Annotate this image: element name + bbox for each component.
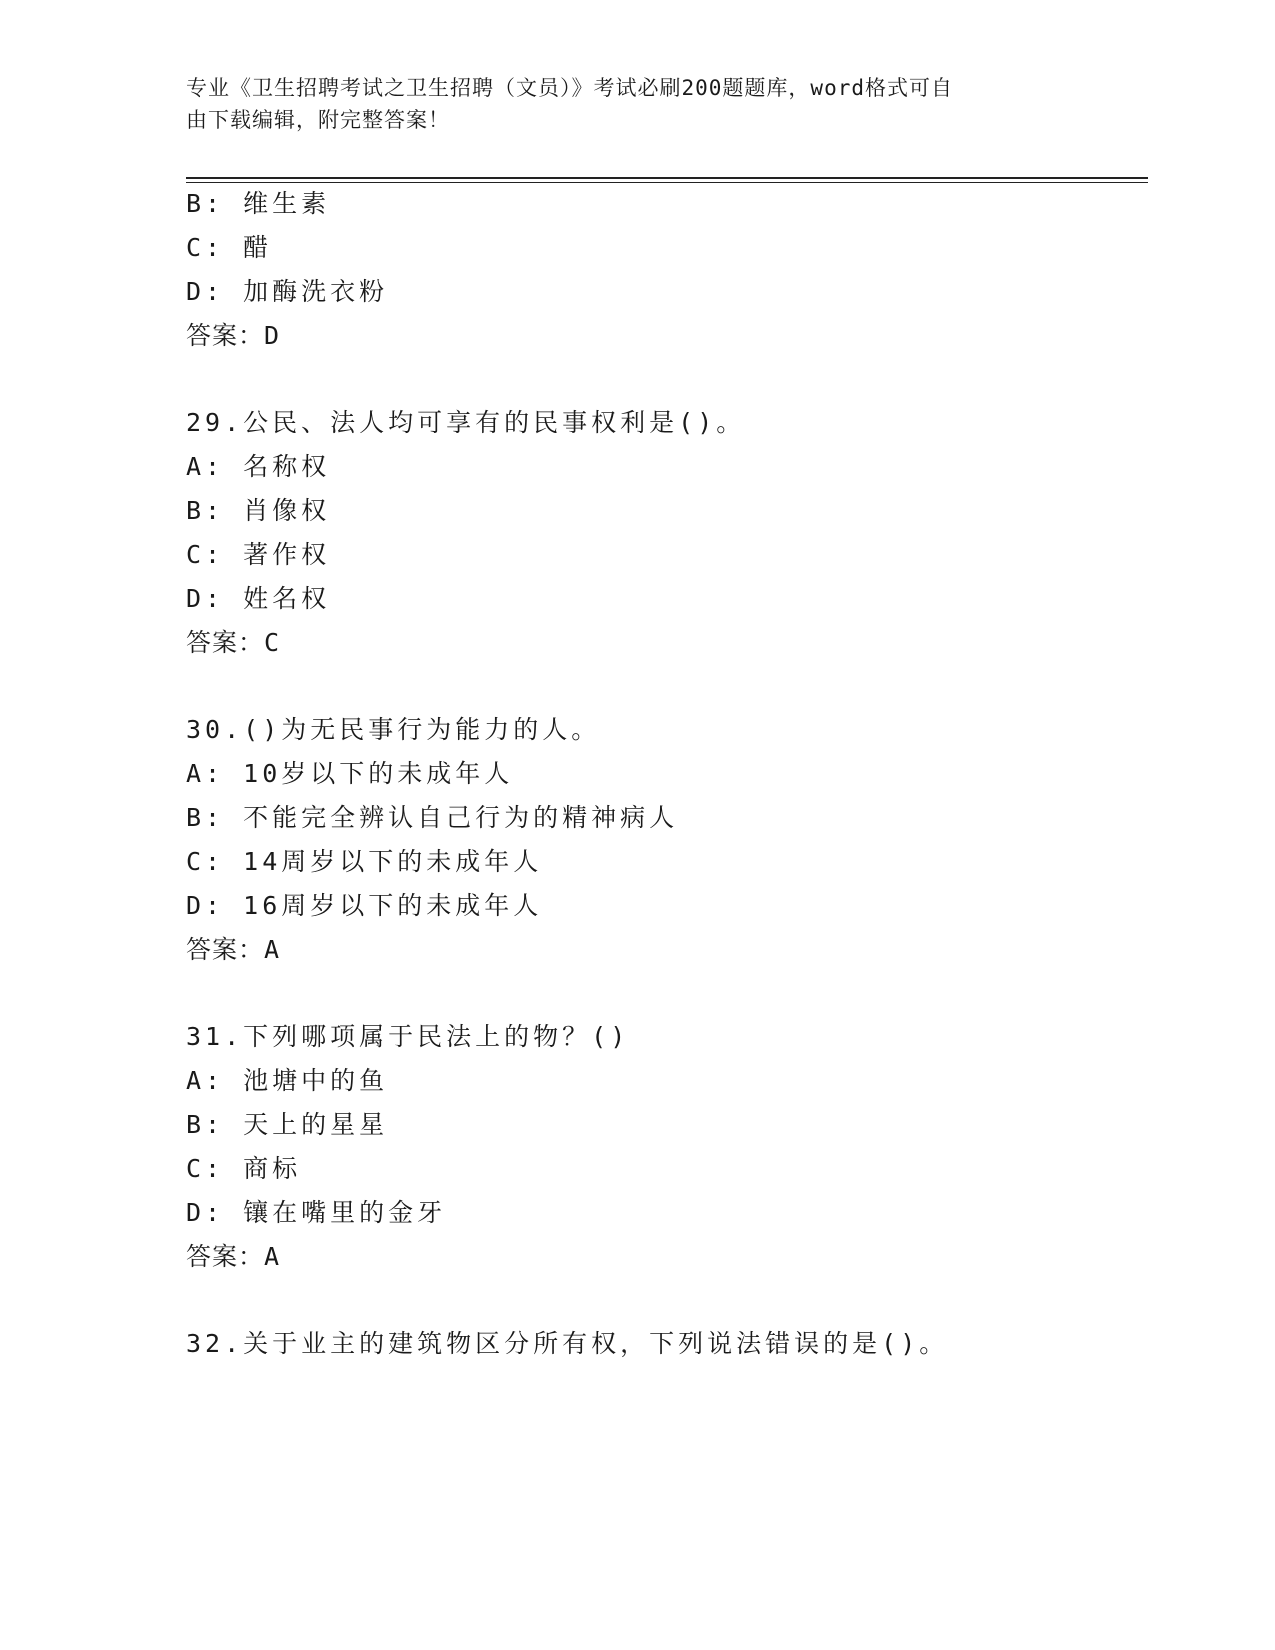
answer-value: A: [264, 935, 281, 964]
header-line-1: 专业《卫生招聘考试之卫生招聘（文员）》考试必刷200题题库，word格式可自: [186, 76, 953, 100]
q29-option-d: D: 姓名权: [186, 584, 331, 613]
answer-value: C: [264, 628, 281, 657]
q30-option-d: D: 16周岁以下的未成年人: [186, 891, 543, 920]
q28-option-c: C: 醋: [186, 233, 273, 262]
q28-option-d: D: 加酶洗衣粉: [186, 277, 389, 306]
q31-option-a: A: 池塘中的鱼: [186, 1066, 389, 1095]
q29-option-b: B: 肖像权: [186, 496, 331, 525]
q31-option-c: C: 商标: [186, 1154, 302, 1183]
q29-question: 29.公民、法人均可享有的民事权利是()。: [186, 408, 746, 437]
answer-label: 答案：: [186, 628, 265, 657]
answer-value: A: [264, 1242, 281, 1271]
header-divider-thin: [186, 182, 1148, 183]
answer-label: 答案：: [186, 1242, 265, 1271]
q30-option-b: B: 不能完全辨认自己行为的精神病人: [186, 803, 679, 832]
header-line-2: 由下载编辑，附完整答案！: [186, 108, 450, 132]
header-divider: [186, 177, 1148, 179]
q31-question: 31.下列哪项属于民法上的物？(): [186, 1022, 630, 1051]
q30-question: 30.()为无民事行为能力的人。: [186, 715, 601, 744]
q31-option-b: B: 天上的星星: [186, 1110, 389, 1139]
q28-option-b: B: 维生素: [186, 189, 331, 218]
document-header: [186, 72, 1066, 136]
q29-option-a: A: 名称权: [186, 452, 331, 481]
q29-answer: [186, 627, 280, 659]
q31-answer: [186, 1241, 280, 1273]
q30-option-c: C: 14周岁以下的未成年人: [186, 847, 543, 876]
q30-option-a: A: 10岁以下的未成年人: [186, 759, 514, 788]
q28-answer: [186, 320, 280, 352]
q30-answer: [186, 934, 280, 966]
q29-option-c: C: 著作权: [186, 540, 331, 569]
answer-value: D: [264, 321, 281, 350]
answer-label: 答案：: [186, 321, 265, 350]
q31-option-d: D: 镶在嘴里的金牙: [186, 1198, 447, 1227]
answer-label: 答案：: [186, 935, 265, 964]
q32-question: 32.关于业主的建筑物区分所有权，下列说法错误的是()。: [186, 1329, 949, 1358]
